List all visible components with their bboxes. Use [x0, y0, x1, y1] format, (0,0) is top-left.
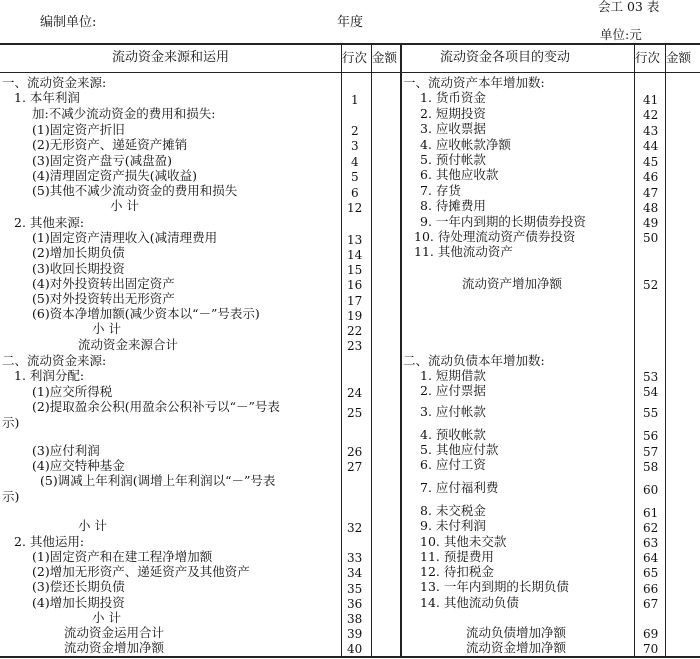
left-row-text: 示): [2, 489, 20, 504]
right-row-text: 13. 一年内到期的长期负债: [420, 579, 569, 594]
header-left-rowno: 行次: [342, 50, 368, 65]
right-row-text: 3. 应收票据: [420, 121, 486, 136]
left-row-subtotal: 小 计: [110, 198, 139, 213]
left-row-text: (3)偿还长期负债: [32, 579, 125, 594]
year-label: 年度: [337, 15, 364, 30]
left-row-total: 流动资金运用合计: [64, 625, 165, 640]
right-row-total: 流动负债增加净额: [466, 625, 567, 640]
left-row-text: 2. 其他运用:: [14, 534, 85, 549]
right-row-total: 流动资产增加净额: [462, 276, 563, 291]
right-row-text: 9. 未付利润: [420, 518, 486, 533]
table-top-border: [0, 43, 700, 45]
left-row-text: (3)固定资产盘亏(减盘盈): [32, 153, 172, 168]
right-row-text: 11. 其他流动资产: [414, 244, 513, 259]
left-row-text: 1. 本年利润: [14, 90, 80, 105]
table-bottom-border: [0, 656, 700, 658]
right-row-no: 49: [643, 216, 659, 230]
header-right-amount: 金额: [666, 50, 692, 65]
left-row-no: 3: [351, 139, 359, 153]
right-row-no: 66: [643, 582, 659, 596]
right-row-text: 3. 应付帐款: [420, 404, 486, 419]
left-row-no: 39: [347, 627, 363, 641]
right-row-no: 70: [643, 642, 659, 656]
form-code: 会工 03 表: [598, 0, 660, 14]
right-row-no: 41: [643, 93, 659, 107]
left-row-no: 34: [347, 566, 363, 580]
left-row-text: (2)增加长期负债: [32, 245, 125, 260]
right-row-no: 63: [643, 536, 659, 550]
left-row-no: 17: [347, 294, 363, 308]
left-row-no: 5: [351, 170, 359, 184]
left-row-text: (1)固定资产折旧: [32, 122, 125, 137]
left-row-text: 示): [2, 415, 20, 430]
right-row-no: 54: [643, 385, 659, 399]
left-row-text: (6)资本净增加额(减少资本以“－”号表示): [32, 306, 260, 321]
left-row-no: 27: [347, 460, 363, 474]
right-row-no: 44: [643, 139, 659, 153]
left-row-total: 流动资金增加净额: [64, 640, 165, 655]
right-row-no: 60: [643, 483, 659, 497]
right-row-no: 61: [643, 506, 659, 520]
right-row-text: 二、流动负债本年增加数:: [403, 353, 545, 368]
right-row-text: 11. 预提费用: [420, 549, 494, 564]
right-row-text: 12. 待扣税金: [420, 564, 494, 579]
right-row-no: 65: [643, 566, 659, 580]
left-row-text: (2)增加无形资产、递延资产及其他资产: [32, 564, 250, 579]
left-row-no: 32: [347, 521, 363, 535]
left-row-no: 26: [347, 445, 363, 459]
right-row-no: 69: [643, 627, 659, 641]
left-row-text: (4)清理固定资产损失(减收益): [32, 168, 197, 183]
left-row-subtotal: 小 计: [92, 610, 121, 625]
right-row-text: 6. 应付工资: [420, 457, 486, 472]
left-row-no: 22: [347, 324, 363, 338]
right-row-text: 1. 货币资金: [420, 90, 486, 105]
right-row-text: 5. 其他应付款: [420, 442, 499, 457]
right-row-text: 8. 待摊费用: [420, 198, 486, 213]
right-row-no: 64: [643, 551, 659, 565]
left-row-no: 25: [347, 406, 363, 420]
left-row-text: 一、流动资金来源:: [2, 75, 107, 90]
left-row-text: (4)增加长期投资: [32, 595, 125, 610]
right-row-text: 8. 未交税金: [420, 503, 486, 518]
left-row-text: (1)应交所得税: [32, 384, 113, 399]
right-row-no: 47: [643, 186, 659, 200]
left-row-text: (5)其他不减少流动资金的费用和损失: [32, 183, 238, 198]
left-row-no: 6: [351, 186, 359, 200]
right-row-total: 流动资金增加净额: [466, 640, 567, 655]
header-left-title: 流动资金来源和运用: [112, 50, 230, 65]
header-left-amount: 金额: [372, 50, 398, 65]
left-row-no: 16: [347, 278, 363, 292]
col-divider-right-amount: [665, 44, 666, 657]
left-row-no: 35: [347, 582, 363, 596]
left-row-no: 4: [351, 155, 359, 169]
right-row-text: 14. 其他流动负债: [420, 595, 519, 610]
left-row-no: 38: [347, 612, 363, 626]
left-row-no: 2: [351, 124, 359, 138]
right-row-no: 56: [643, 429, 659, 443]
right-row-no: 46: [643, 170, 659, 184]
left-row-text: (2)无形资产、递延资产摊销: [32, 137, 188, 152]
left-row-text: (1)固定资产清理收入(减清理费用: [32, 230, 218, 245]
compiler-label: 编制单位:: [40, 15, 97, 30]
left-row-no: 14: [347, 248, 363, 262]
left-row-no: 15: [347, 263, 363, 277]
col-divider-left-amount: [371, 44, 372, 657]
left-row-text: (3)应付利润: [32, 443, 100, 458]
left-row-text: (5)调减上年利润(调增上年利润以“－”号表: [40, 473, 276, 488]
header-right-title: 流动资金各项目的变动: [440, 50, 571, 65]
left-row-no: 13: [347, 233, 363, 247]
right-row-text: 6. 其他应收款: [420, 167, 499, 182]
left-row-no: 23: [347, 339, 363, 353]
left-row-text: 1. 利润分配:: [14, 368, 85, 383]
left-row-no: 19: [347, 309, 363, 323]
right-row-text: 4. 应收帐款净额: [420, 137, 511, 152]
left-row-text: (4)对外投资转出固定资产: [32, 276, 175, 291]
right-row-no: 55: [643, 406, 659, 420]
right-row-no: 53: [643, 370, 659, 384]
right-row-no: 48: [643, 201, 659, 215]
right-row-no: 58: [643, 460, 659, 474]
right-row-no: 62: [643, 521, 659, 535]
right-row-text: 10. 其他未交款: [420, 534, 507, 549]
left-row-text: (3)收回长期投资: [32, 261, 125, 276]
right-row-no: 42: [643, 108, 659, 122]
right-row-no: 57: [643, 445, 659, 459]
right-row-text: 7. 存货: [420, 183, 461, 198]
left-row-total: 流动资金来源合计: [78, 337, 179, 352]
right-row-text: 2. 应付票据: [420, 383, 486, 398]
left-row-text: (1)固定资产和在建工程净增加额: [32, 549, 213, 564]
left-row-text: (4)应交特种基金: [32, 458, 125, 473]
right-row-text: 10. 待处理流动资产债券投资: [414, 229, 576, 244]
col-divider-left-rowno: [341, 44, 342, 657]
right-row-no: 67: [643, 597, 659, 611]
header-bottom-border: [0, 72, 700, 73]
header-right-rowno: 行次: [635, 50, 661, 65]
right-row-text: 一、流动资产本年增加数:: [403, 75, 545, 90]
left-row-text: 加:不减少流动资金的费用和损失:: [32, 106, 216, 121]
right-row-text: 2. 短期投资: [420, 106, 486, 121]
right-row-text: 7. 应付福利费: [420, 480, 499, 495]
right-row-no: 50: [643, 231, 659, 245]
left-row-text: (5)对外投资转出无形资产: [32, 291, 175, 306]
left-row-no: 1: [351, 93, 359, 107]
left-row-no: 40: [347, 642, 363, 656]
right-row-no: 45: [643, 155, 659, 169]
right-row-text: 4. 预收帐款: [420, 427, 486, 442]
left-row-text: 二、流动资金来源:: [2, 353, 107, 368]
left-row-no: 24: [347, 386, 363, 400]
right-row-no: 43: [643, 124, 659, 138]
left-row-text: 2. 其他来源:: [14, 215, 85, 230]
right-row-no: 52: [643, 278, 659, 292]
right-row-text: 9. 一年内到期的长期债券投资: [420, 214, 586, 229]
left-row-no: 36: [347, 597, 363, 611]
left-row-text: (2)提取盈余公积(用盈余公积补亏以“－”号表: [32, 399, 280, 414]
left-row-no: 33: [347, 551, 363, 565]
left-row-subtotal: 小 计: [92, 321, 121, 336]
col-divider-right-rowno: [634, 44, 635, 657]
unit-label: 单位:元: [600, 27, 642, 42]
right-row-text: 5. 预付帐款: [420, 152, 486, 167]
left-row-no: 12: [347, 201, 363, 215]
left-row-subtotal: 小 计: [78, 518, 107, 533]
col-divider-center: [400, 44, 402, 657]
right-row-text: 1. 短期借款: [420, 368, 486, 383]
